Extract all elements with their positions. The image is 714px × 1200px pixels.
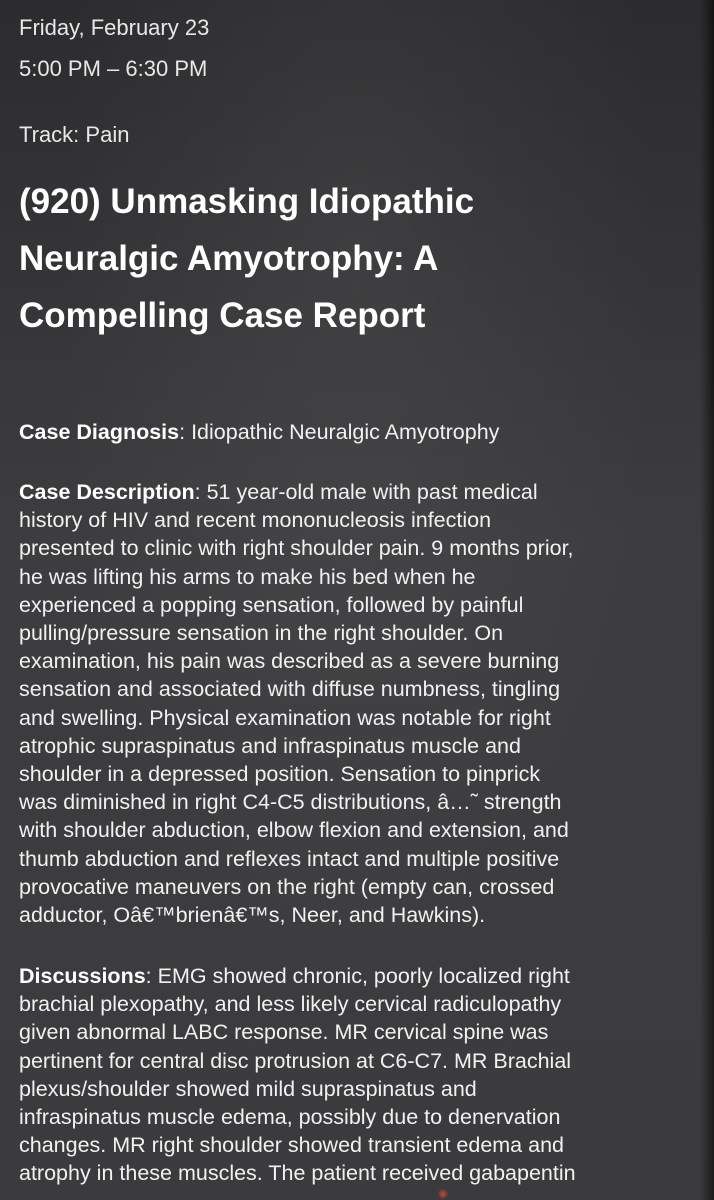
title-line: (920) Unmasking Idiopathic bbox=[19, 182, 475, 221]
case-description-label: Case Description bbox=[19, 480, 195, 504]
description-line: and swelling. Physical examination was notable for right bbox=[19, 705, 551, 730]
session-track: Track: Pain bbox=[19, 122, 130, 147]
description-line: pulling/pressure sensation in the right shoulder. On bbox=[19, 621, 504, 646]
discussions-line bbox=[19, 962, 679, 990]
description-line: thumb abduction and reflexes intact and multiple positive bbox=[19, 846, 560, 871]
description-line: was diminished in right C4-C5 distributions, â…˜ strength bbox=[19, 790, 562, 815]
description-line: presented to clinic with right shoulder pain. 9 months prior, bbox=[19, 536, 574, 561]
description-line: provocative maneuvers on the right (empty can, crossed bbox=[19, 874, 555, 899]
discussions-line: atrophy in these muscles. The patient received gabapentin bbox=[19, 1161, 576, 1186]
diagnosis-line bbox=[19, 418, 679, 446]
description-line: shoulder in a depressed position. Sensation to pinprick bbox=[19, 762, 541, 787]
description-line: adductor, Oâ€™brienâ€™s, Neer, and Hawkins). bbox=[19, 903, 486, 928]
session-time: 5:00 PM – 6:30 PM bbox=[19, 56, 208, 81]
case-description-text: : 51 year-old male with past medical bbox=[194, 480, 538, 504]
case-description-section bbox=[19, 478, 679, 929]
description-line: experienced a popping sensation, followed by painful bbox=[19, 592, 524, 617]
description-line: he was lifting his arms to make his bed when he bbox=[19, 564, 476, 589]
status-indicator bbox=[438, 1188, 448, 1200]
discussions-label: Discussions bbox=[19, 964, 146, 988]
description-line: sensation and associated with diffuse numbness, tingling bbox=[19, 677, 561, 702]
description-line: with shoulder abduction, elbow flexion and extension, and bbox=[19, 818, 569, 843]
discussions-line: changes. MR right shoulder showed transient edema and bbox=[19, 1133, 564, 1158]
description-line: examination, his pain was described as a severe burning bbox=[19, 649, 560, 674]
case-diagnosis-text: : Idiopathic Neuralgic Amyotrophy bbox=[179, 420, 500, 444]
description-line: atrophic supraspinatus and infraspinatus muscle and bbox=[19, 733, 521, 758]
abstract-title bbox=[19, 173, 679, 344]
discussions-line: pertinent for central disc protrusion at C6-C7. MR Brachial bbox=[19, 1048, 572, 1073]
description-line bbox=[19, 478, 679, 506]
discussions-line: brachial plexopathy, and less likely cervical radiculopathy bbox=[19, 992, 562, 1017]
discussions-section bbox=[19, 962, 679, 1188]
title-line: Compelling Case Report bbox=[19, 296, 426, 335]
screen-edge-shadow bbox=[700, 0, 714, 1200]
discussions-line: infraspinatus muscle edema, possibly due to denervation bbox=[19, 1105, 561, 1130]
discussions-line: given abnormal LABC response. MR cervical spine was bbox=[19, 1020, 549, 1045]
discussions-text: : EMG showed chronic, poorly localized right bbox=[145, 964, 570, 988]
description-line: history of HIV and recent mononucleosis infection bbox=[19, 508, 492, 533]
title-line: Neuralgic Amyotrophy: A bbox=[19, 239, 439, 278]
case-diagnosis-section bbox=[19, 418, 679, 446]
session-date: Friday, February 23 bbox=[19, 15, 210, 40]
case-diagnosis-label: Case Diagnosis bbox=[19, 420, 180, 444]
discussions-line: plexus/shoulder showed mild supraspinatus and bbox=[19, 1076, 477, 1101]
